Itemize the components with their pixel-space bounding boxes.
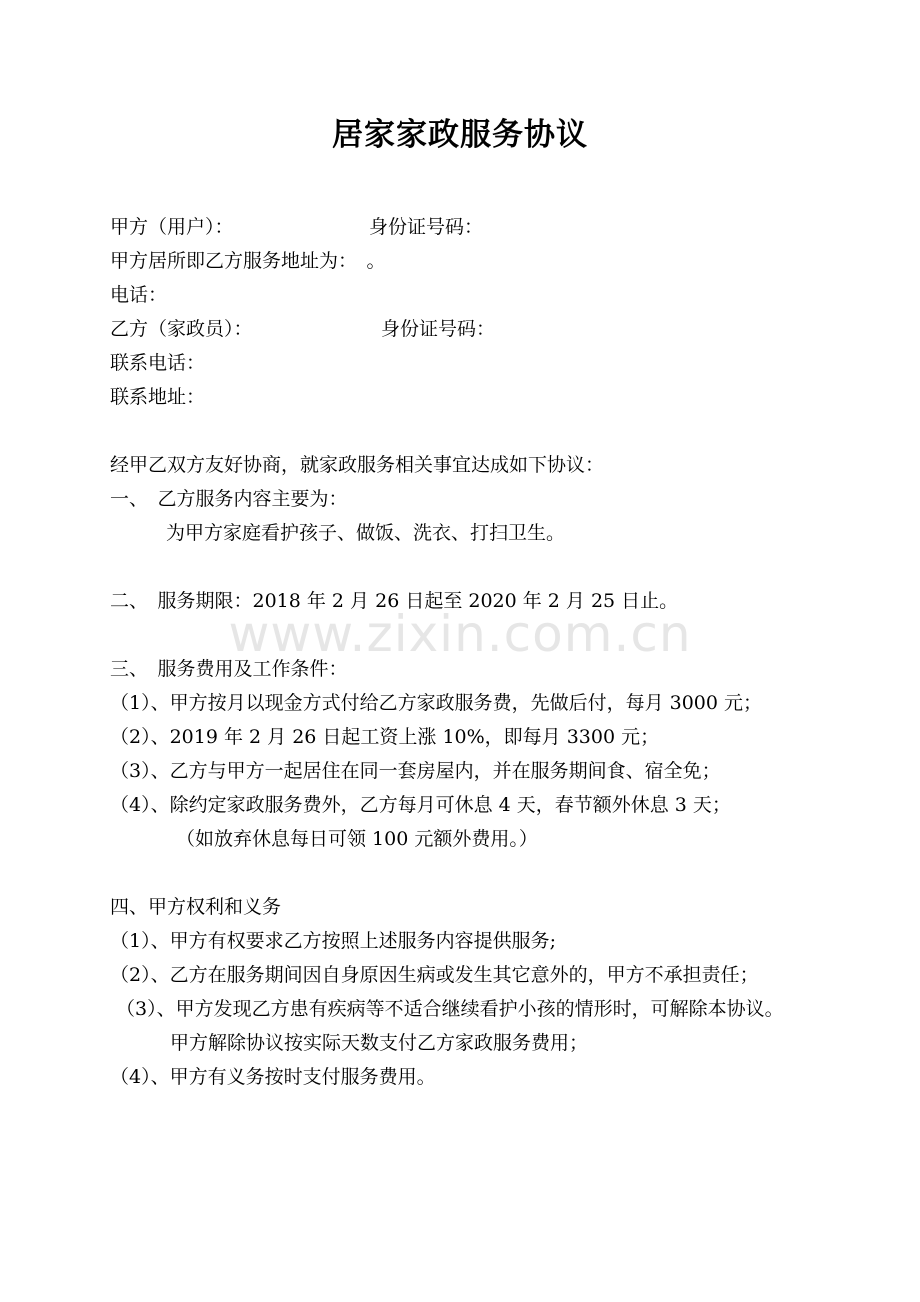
section-4-item: （4）、甲方有义务按时支付服务费用。 (110, 1066, 436, 1088)
party-b-id-label: 身份证号码： (381, 318, 496, 340)
party-a-label: 甲方（用户）： (110, 216, 234, 238)
section-4-item: （3）、甲方发现乙方患有疾病等不适合继续看护小孩的情形时，可解除本协议。 (116, 998, 784, 1020)
watermark: www.zixin.com.cn (228, 605, 692, 663)
party-a-id-label: 身份证号码： (369, 216, 484, 238)
section-2-heading: 二、 服务期限：2018 年 2 月 26 日起至 2020 年 2 月 25 日止。 (110, 590, 679, 612)
section-1-content: 为甲方家庭看护孩子、做饭、洗衣、打扫卫生。 (166, 522, 566, 544)
section-3-note: （如放弃休息每日可领 100 元额外费用。） (176, 828, 538, 850)
section-3-item: （2）、2019 年 2 月 26 日起工资上涨 10%，即每月 3300 元； (110, 726, 660, 748)
section-3-item: （3）、乙方与甲方一起居住在同一套房屋内，并在服务期间食、宿全免； (110, 760, 721, 782)
agreement-intro: 经甲乙双方友好协商，就家政服务相关事宜达成如下协议： (110, 454, 605, 476)
section-1-heading: 一、 乙方服务内容主要为： (110, 488, 348, 510)
section-3-heading: 三、 服务费用及工作条件： (110, 658, 348, 680)
party-b-address-label: 联系地址： (110, 386, 206, 408)
section-4-item: （2）、乙方在服务期间因自身原因生病或发生其它意外的，甲方不承担责任； (110, 964, 759, 986)
party-a-phone-label: 电话： (110, 284, 168, 306)
document-title: 居家家政服务协议 (332, 117, 588, 153)
section-3-item: （4）、除约定家政服务费外，乙方每月可休息 4 天，春节额外休息 3 天； (110, 794, 731, 816)
section-3-item: （1）、甲方按月以现金方式付给乙方家政服务费，先做后付，每月 3000 元； (110, 692, 763, 714)
section-4-item-continuation: 甲方解除协议按实际天数支付乙方家政服务费用； (170, 1032, 589, 1054)
party-b-phone-label: 联系电话： (110, 352, 206, 374)
section-4-heading: 四、甲方权利和义务 (110, 896, 282, 918)
section-4-item: （1）、甲方有权要求乙方按照上述服务内容提供服务; (110, 930, 556, 952)
party-a-address-label: 甲方居所即乙方服务地址为： 。 (110, 250, 386, 272)
party-b-label: 乙方（家政员）： (110, 318, 253, 340)
